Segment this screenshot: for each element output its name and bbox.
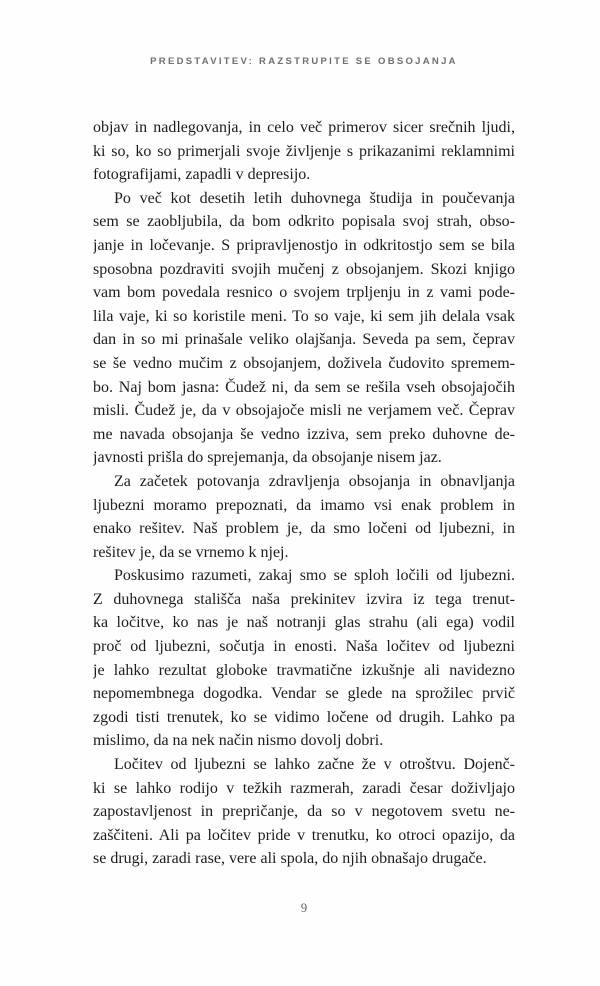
- body-line: vam bom povedala resnico o svojem trpljenju in z vami pode-: [93, 284, 515, 302]
- body-line: zgodi tisti trenutek, ko se vidimo ločene od drugih. Lahko pa: [93, 708, 515, 726]
- paragraph: [93, 116, 515, 187]
- body-line: proč od ljubezni, sočutja in enosti. Naša ločitev od ljubezni: [93, 638, 515, 656]
- body-line: Ločitev od ljubezni se lahko začne že v otroštvu. Dojenč-: [114, 756, 515, 774]
- body-line: Za začetek potovanja zdravljenja obsojanja in obnavljanja: [114, 472, 515, 490]
- body-line: zapostavljenost in prepričanje, da so v negotovem svetu ne-: [93, 803, 515, 821]
- body-line: fotografijami, zapadli v depresijo.: [93, 166, 311, 184]
- body-line: rešitev je, da se vrnemo k njej.: [93, 543, 289, 561]
- page-number: 9: [300, 901, 308, 915]
- body-line: se še vedno mučim z obsojanjem, doživela čudovito spremem-: [93, 354, 515, 372]
- body-line: je lahko rezultat globoke travmatične izkušnje ali navidezno: [93, 661, 515, 679]
- body-line: ljubezni moramo prepoznati, da imamo vsi enak problem in: [93, 496, 515, 514]
- body-line: mislimo, da na nek način nismo dovolj dobri.: [93, 732, 384, 750]
- body-line: objav in nadlegovanja, in celo več primerov sicer srečnih ljudi,: [93, 119, 515, 136]
- body-line: se drugi, zaradi rase, vere ali spola, do njih obnašajo drugače.: [93, 850, 487, 868]
- body-line: javnosti prišla do sprejemanja, da obsojanje nisem jaz.: [93, 449, 442, 467]
- body-line: janje in ločevanje. S pripravljenostjo in odkritostjo sem se bila: [93, 236, 515, 254]
- body-line: ka ločitve, ko nas je naš notranji glas strahu (ali ega) vodil: [93, 614, 515, 632]
- body-line: Poskusimo razumeti, zakaj smo se sploh ločili od ljubezni.: [114, 567, 515, 585]
- body-line: sem se zaobljubila, da bom odkrito popisala svoj strah, obso-: [93, 213, 515, 231]
- body-line: ki se lahko rodijo v težkih razmerah, zaradi česar doživljajo: [93, 779, 515, 797]
- body-line: misli. Čudež je, da v obsojajoče misli ne verjamem več. Čeprav: [93, 402, 515, 420]
- body-line: enako rešitev. Naš problem je, da smo ločeni od ljubezni, in: [93, 520, 515, 538]
- body-line: lila vaje, ki so koristile meni. To so vaje, ki sem jih delala vsak: [93, 307, 515, 325]
- body-line: ki so, ko so primerjali svoje življenje s prikazanimi reklamnimi: [93, 142, 515, 160]
- body-line: Z duhovnega stališča naša prekinitev izvira iz tega trenut-: [93, 590, 515, 608]
- paragraph: [93, 187, 515, 470]
- running-head: PREDSTAVITEV: RAZSTRUPITE SE OBSOJANJA: [150, 56, 458, 67]
- body-line: bo. Naj bom jasna: Čudež ni, da sem se rešila vseh obsojajočih: [93, 378, 515, 396]
- body-line: me navada obsojanja še vedno izziva, sem preko duhovne de-: [93, 425, 515, 443]
- paragraph: [93, 564, 515, 753]
- paragraph: [93, 753, 515, 871]
- body-line: Po več kot desetih letih duhovnega študija in poučevanja: [114, 189, 515, 207]
- body-line: nepomembnega dogodka. Vendar se glede na sprožilec prvič: [93, 685, 515, 703]
- body-line: sposobna pozdraviti svojih mučenj z obsojanjem. Skozi knjigo: [93, 260, 515, 278]
- body-line: zaščiteni. Ali pa ločitev pride v trenutku, ko otroci opazijo, da: [93, 826, 515, 844]
- paragraph: [93, 470, 515, 564]
- body-text: [93, 116, 515, 871]
- body-line: dan in so mi prinašale veliko olajšanja. Seveda pa sem, čeprav: [93, 331, 515, 349]
